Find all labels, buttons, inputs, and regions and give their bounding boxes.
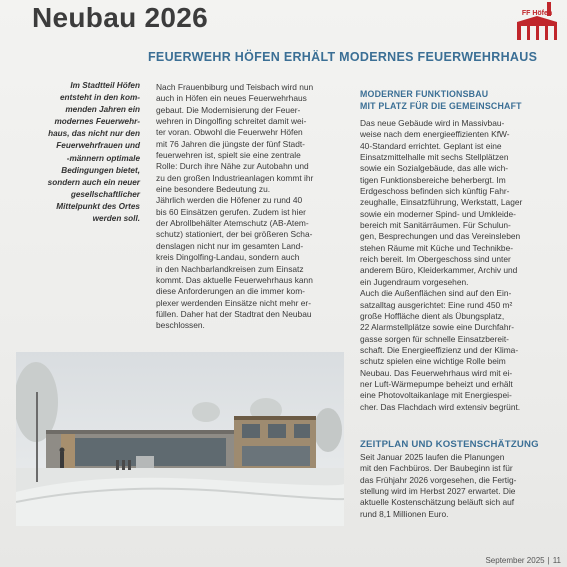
- text-line: aktuelle Kostenschätzung beläuft sich auf: [360, 497, 515, 508]
- text-line: Rolle: Durch ihre Nähe zur Autobahn und: [156, 161, 309, 172]
- text-line: schutz spielen eine wichtige Rolle beim: [360, 356, 506, 367]
- text-line: bereich mit Sanitärräumen. Für Schulun-: [360, 220, 511, 231]
- text-line: anderem Büro, Kleiderkammer, Archiv und: [360, 265, 518, 276]
- text-line: kommt. Das aktuelle Feuerwehrhaus kann: [156, 274, 313, 285]
- text-line: in den Nachbarlandkreisen zum Einsatz: [156, 263, 304, 274]
- text-line: Nach Frauenbiburg und Teisbach wird nun: [156, 82, 314, 92]
- intro-teaser: [30, 80, 140, 225]
- fire-brigade-logo: [515, 0, 559, 42]
- text-line: auch in Höfen ein neues Feuerwehrhaus: [156, 93, 307, 104]
- building-rendering: [16, 352, 344, 526]
- text-line: sowie ein Sozialgebäude, das alle wich-: [360, 163, 509, 174]
- section-title-schedule-costs: ZEITPLAN UND KOSTENSCHÄTZUNG: [360, 439, 539, 450]
- text-line: diese Anforderungen an die immer kom-: [156, 286, 305, 297]
- text-line: schaft. Die Energieeffizienz und der Klima-: [360, 344, 519, 355]
- section-title-line: MIT PLATZ FÜR DIE GEMEINSCHAFT: [360, 100, 522, 111]
- text-line: Das neue Gebäude wird in Massivbau-: [360, 118, 505, 128]
- text-line: zu den großen Industrieanlagen kommt ihr: [156, 172, 314, 183]
- schedule-text: [360, 452, 552, 520]
- text-line: rund 8,1 Millionen Euro.: [360, 508, 449, 519]
- text-line: 22 Alarmstellplätze sowie eine Durchfahr-: [360, 322, 515, 333]
- text-line: Auch die Außenflächen sind auf den Ein-: [360, 288, 512, 299]
- text-line: das Frühjahr 2026 vorgesehen, die Fertig-: [360, 474, 517, 485]
- text-line: eine besondere Bedeutung zu.: [156, 184, 271, 195]
- text-line: weise nach dem energieeffizienten KfW-: [360, 129, 510, 140]
- text-line: füllen. Daher hat der Stadtrat den Neubau: [156, 308, 312, 319]
- intro-line: entsteht in den kom-: [59, 93, 140, 103]
- text-line: plexer werdenden Einsätze nicht mehr er-: [156, 297, 312, 308]
- footer-separator: |: [547, 556, 550, 565]
- intro-line: gesellschaftlicher: [70, 189, 140, 199]
- text-line: Einsatzmittelhalle mit sechs Stellplätzen: [360, 152, 509, 163]
- text-line: tigen Funktionsbereiche beherbergt. Im: [360, 174, 506, 185]
- section-title-line: MODERNER FUNKTIONSBAU: [360, 89, 489, 99]
- text-line: wehren in Dingolfing schreitet damit wei-: [156, 116, 307, 127]
- intro-line: Feuerwehrfrauen und: [56, 141, 140, 151]
- text-line: feuerwehren ist, spielt sie eine zentrale: [156, 150, 301, 161]
- text-line: mit 76 Jahren die jüngste der fünf Stadt-: [156, 138, 305, 149]
- text-line: Erdgeschoss befinden sich künftig Fahr-: [360, 186, 510, 197]
- page-heading: Neubau 2026: [32, 2, 209, 33]
- intro-line: -männern optimale: [66, 153, 140, 163]
- text-line: ein Jugendraum vorgesehen.: [360, 276, 469, 287]
- middle-column-text: [156, 82, 344, 332]
- page-number: 11: [552, 556, 561, 565]
- text-line: mit den Fachbüros. Der Baubeginn ist für: [360, 463, 513, 474]
- text-line: schutz) stationiert, der bei größeren Scha-: [156, 229, 313, 240]
- text-line: beschlossen.: [156, 320, 205, 331]
- text-line: denslagen nicht nur im gesamten Land-: [156, 240, 304, 251]
- text-line: ner Luft-Wärmepumpe beheizt und erhält: [360, 378, 513, 389]
- logo-lettering: FF Höfen: [521, 10, 553, 17]
- text-line: gen, Besprechungen und das Vereinsleben: [360, 231, 521, 242]
- text-line: satzalltag ausgerichtet: Eine rund 450 m²: [360, 299, 513, 310]
- intro-line: Mittelpunkt des Ortes: [56, 201, 140, 211]
- text-line: stehen Räume mit Küche und Technikbe-: [360, 242, 514, 253]
- text-line: cher. Das Flachdach wird extensiv begrünt.: [360, 401, 521, 412]
- intro-line: Im Stadtteil Höfen: [70, 81, 140, 90]
- intro-line: sondern auch ein neuer: [47, 177, 140, 187]
- text-line: reich bereit. Im Obergeschoss sind unter: [360, 254, 511, 265]
- text-line: sowie ein moderner Spind- und Umkleide-: [360, 208, 516, 219]
- text-line: kreis Dingolfing-Landau, sondern auch: [156, 252, 300, 263]
- right-column-text: [360, 118, 552, 413]
- intro-line: Bedingungen bietet,: [61, 165, 140, 175]
- text-line: ter voran. Obwohl die Feuerwehr Höfen: [156, 127, 303, 138]
- section-title-functional-building: [360, 89, 522, 112]
- text-line: gebaut. Die Modernisierung der Feuer-: [156, 104, 301, 115]
- text-line: eine Photovoltaikanlage mit Energiespei-: [360, 390, 512, 401]
- text-line: der Abrollbehälter Atemschutz (AB-Atem-: [156, 218, 309, 229]
- intro-line: werden soll.: [92, 214, 140, 224]
- text-line: 40-Standard errichtet. Geplant ist eine: [360, 140, 502, 151]
- text-line: bis 60 Einsätzen gerufen. Zudem ist hier: [156, 206, 306, 217]
- text-line: große Hoffläche dient als Übungsplatz,: [360, 310, 505, 321]
- text-line: stellung wird im Herbst 2027 erwartet. Die: [360, 486, 516, 497]
- article-subheading: FEUERWEHR HÖFEN ERHÄLT MODERNES FEUERWEHRHAUS: [148, 50, 538, 64]
- text-line: Seit Januar 2025 laufen die Planungen: [360, 452, 505, 462]
- text-line: Jährlich werden die Höfener zu rund 40: [156, 195, 303, 206]
- intro-line: haus, das nicht nur den: [48, 129, 140, 139]
- page-footer: [485, 556, 561, 565]
- text-line: Neubau. Das Feuerwehrhaus wird mit ei-: [360, 367, 513, 378]
- intro-line: menden Jahren ein: [65, 105, 140, 115]
- text-line: gasse sorgen für schnelle Einsatzbereit-: [360, 333, 509, 344]
- intro-line: modernes Feuerwehr-: [54, 117, 140, 127]
- issue-date: September 2025: [485, 556, 545, 565]
- text-line: zeughalle, Einsatzführung, Werkstatt, Lager: [360, 197, 523, 208]
